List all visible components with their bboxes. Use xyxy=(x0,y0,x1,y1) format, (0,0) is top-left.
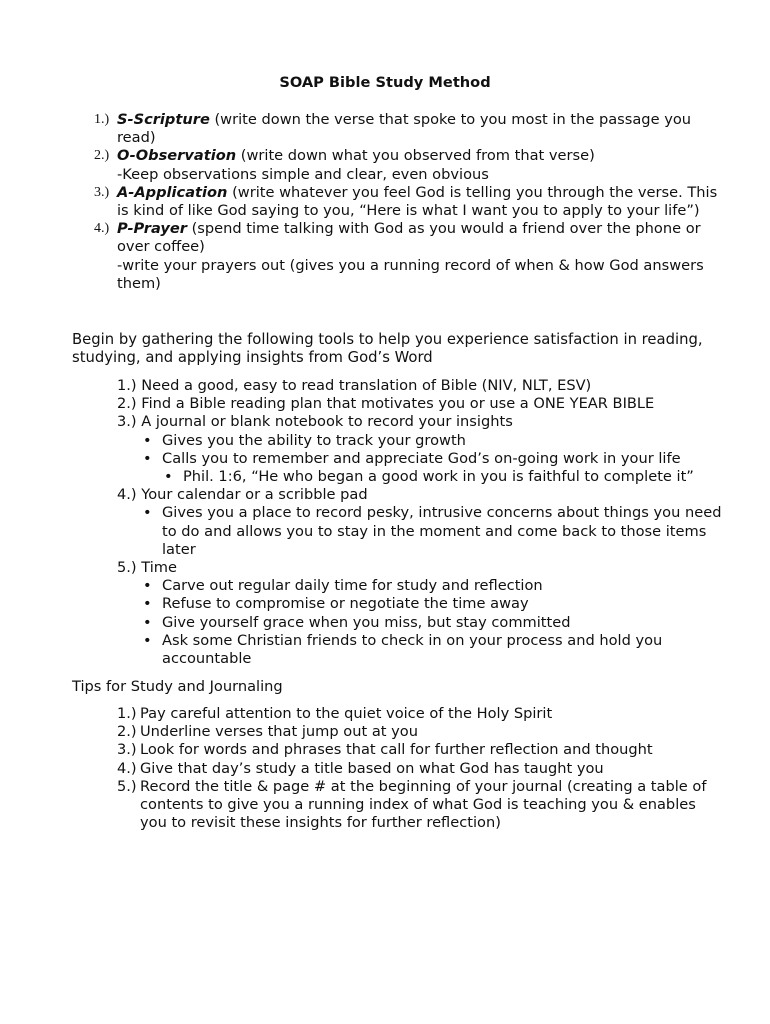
bullet-item xyxy=(117,577,737,595)
tip-number: 2.) xyxy=(117,723,137,741)
bullet-text: Gives you a place to record pesky, intrusive concerns about things you need to do and allows you to stay in the moment and come back to those items later xyxy=(162,504,722,558)
sub-bullet-item xyxy=(117,468,737,486)
soap-term: O-Observation xyxy=(117,147,237,165)
tips-heading: Tips for Study and Journaling xyxy=(72,678,283,695)
bullet-icon: • xyxy=(143,449,152,467)
intro-paragraph: Begin by gathering the following tools to help you experience satisfaction in reading, studying, and applying insights from God’s Word xyxy=(72,331,703,367)
soap-item-number: 3.) xyxy=(94,184,110,200)
soap-term: A-Application xyxy=(117,183,228,201)
soap-description: (write down the verse that spoke to you most in the passage you read) xyxy=(117,111,692,147)
document-title: SOAP Bible Study Method xyxy=(279,74,491,91)
bullet-text: Calls you to remember and appreciate God’s on-going work in your life xyxy=(162,449,681,467)
tip-number: 5.) xyxy=(117,777,137,795)
soap-list xyxy=(94,111,718,293)
tip-text: Underline verses that jump out at you xyxy=(140,723,418,741)
soap-note: -write your prayers out (gives you a running record of when & how God answers them) xyxy=(117,256,704,292)
soap-item-prayer xyxy=(94,220,718,293)
tip-text: Pay careful attention to the quiet voice of the Holy Spirit xyxy=(140,705,553,722)
tip-number: 1.) xyxy=(117,705,137,722)
tools-item-calendar: 4.) Your calendar or a scribble pad xyxy=(117,486,368,504)
bullet-text: Give yourself grace when you miss, but stay committed xyxy=(162,613,571,631)
bullet-icon: • xyxy=(143,504,152,522)
bullet-item xyxy=(117,595,737,613)
tip-text: Record the title & page # at the beginning of your journal (creating a table of contents to give you a running index of what God is teaching you & enables you to revisit these insights for further reflection) xyxy=(140,777,707,832)
soap-term: S-Scripture xyxy=(117,111,210,128)
bullet-text: Ask some Christian friends to check in on your process and hold you accountable xyxy=(162,631,663,668)
tip-item xyxy=(117,723,717,741)
tip-item xyxy=(117,760,717,778)
soap-item-scripture xyxy=(94,111,718,147)
bullet-item xyxy=(117,432,737,450)
bullet-item xyxy=(117,450,737,468)
soap-item-number: 2.) xyxy=(94,148,110,164)
bullet-item xyxy=(117,632,737,668)
tip-number: 4.) xyxy=(117,759,137,777)
soap-item-number: 1.) xyxy=(94,112,110,127)
tools-list xyxy=(117,377,737,668)
tips-list xyxy=(117,705,717,832)
tools-item-time: 5.) Time xyxy=(117,559,177,577)
bullet-item xyxy=(117,614,737,632)
soap-item-number: 4.) xyxy=(94,221,110,237)
bullet-icon: • xyxy=(143,577,152,595)
tip-item xyxy=(117,741,717,759)
soap-note: -Keep observations simple and clear, even obvious xyxy=(117,165,489,183)
tip-text: Give that day’s study a title based on what God has taught you xyxy=(140,759,604,777)
bullet-icon: • xyxy=(143,613,152,631)
soap-term: P-Prayer xyxy=(117,220,187,238)
bullet-icon: • xyxy=(143,431,152,449)
tip-item xyxy=(117,705,717,723)
bullet-icon: • xyxy=(143,631,152,649)
soap-description: (write whatever you feel God is telling you through the verse. This is kind of like God saying to you, “Here is what I want you to apply to your life”) xyxy=(117,183,718,220)
soap-description: (spend time talking with God as you would a friend over the phone or over coffee) xyxy=(117,220,701,256)
tools-item-translation: 1.) Need a good, easy to read translation of Bible (NIV, NLT, ESV) xyxy=(117,377,592,394)
bullet-icon: • xyxy=(143,595,152,613)
soap-description: (write down what you observed from that verse) xyxy=(236,147,595,165)
bullet-text: Refuse to compromise or negotiate the time away xyxy=(162,595,529,613)
bullet-text: Phil. 1:6, “He who began a good work in you is faithful to complete it” xyxy=(183,468,694,486)
tools-item-journal: 3.) A journal or blank notebook to record your insights xyxy=(117,413,513,431)
tip-number: 3.) xyxy=(117,741,137,759)
bullet-icon: • xyxy=(164,468,173,486)
bullet-text: Carve out regular daily time for study and reflection xyxy=(162,577,543,595)
bullet-text: Gives you the ability to track your growth xyxy=(162,431,466,449)
soap-item-observation xyxy=(94,147,718,183)
bullet-item xyxy=(117,504,737,559)
soap-item-application xyxy=(94,183,718,220)
tools-item-reading-plan: 2.) Find a Bible reading plan that motivates you or use a ONE YEAR BIBLE xyxy=(117,395,655,413)
tip-item xyxy=(117,778,717,833)
tip-text: Look for words and phrases that call for further reflection and thought xyxy=(140,741,653,759)
